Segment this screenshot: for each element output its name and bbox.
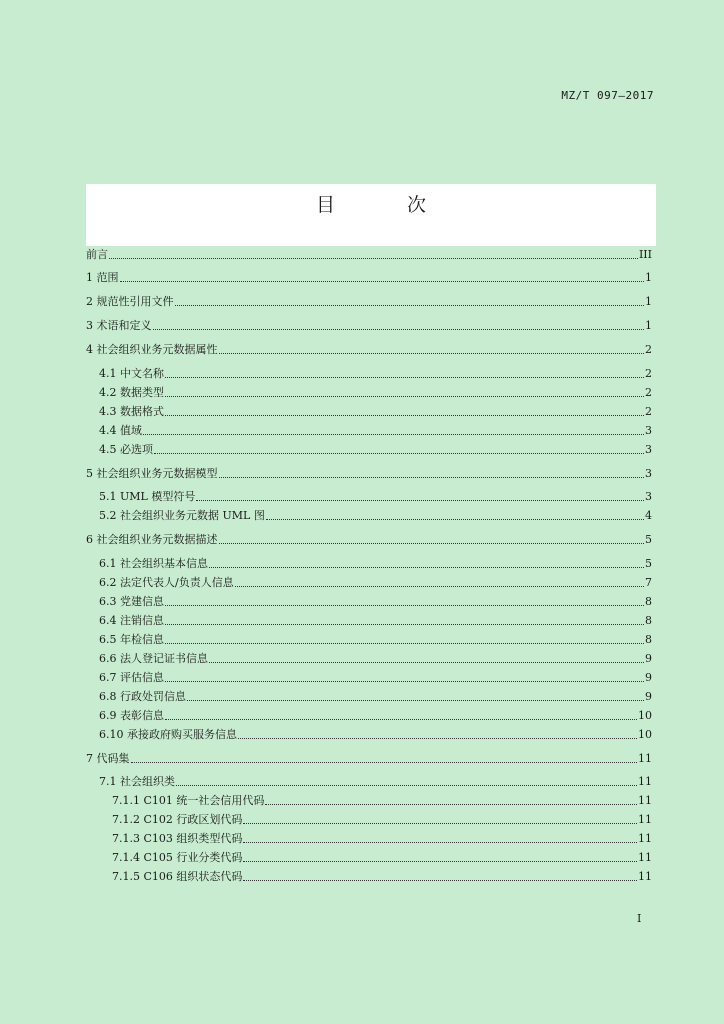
toc-entry-label: 值域 (120, 424, 142, 437)
toc-leader-dots (243, 841, 637, 843)
toc-entry-label: 代码集 (96, 752, 130, 765)
toc-entry-page: 10 (638, 709, 652, 722)
toc-leader-dots (109, 257, 638, 259)
toc-entry-label: C103 组织类型代码 (143, 832, 243, 845)
toc-leader-dots (219, 352, 645, 354)
toc-leader-dots (165, 414, 644, 416)
toc-entry-label: 法人登记证书信息 (120, 652, 208, 665)
toc-entry-page: 2 (645, 343, 652, 356)
toc-entry-page: 8 (645, 633, 652, 646)
toc-entry-number: 7.1.5 (112, 870, 144, 883)
toc-entry-page: 8 (645, 595, 652, 608)
toc-entry-number: 6 (86, 533, 97, 546)
toc-entry-label: 数据类型 (120, 386, 164, 399)
toc-entry-number: 4.4 (99, 424, 120, 437)
toc-entry-label: C105 行业分类代码 (143, 851, 243, 864)
toc-entry[interactable] (86, 406, 652, 418)
toc-leader-dots (219, 476, 645, 478)
toc-entry-page: 2 (645, 405, 652, 418)
toc-entry-number: 5.1 (99, 490, 120, 503)
toc-entry-label: 承接政府购买服务信息 (127, 728, 237, 741)
toc-entry-page: 11 (638, 775, 652, 788)
toc-entry-label: 社会组织基本信息 (120, 557, 208, 570)
toc-entry-page: 7 (645, 576, 652, 589)
toc-leader-dots (153, 328, 645, 330)
toc-leader-dots (165, 680, 644, 682)
toc-leader-dots (131, 761, 638, 763)
toc-entry-page: 3 (645, 467, 652, 480)
toc-entry[interactable] (86, 634, 652, 646)
toc-entry-number: 6.3 (99, 595, 120, 608)
toc-entry[interactable] (86, 672, 652, 684)
toc-entry-label: 行政处罚信息 (120, 690, 186, 703)
toc-entry-number: 7.1.2 (112, 813, 144, 826)
toc-entry-number: 6.1 (99, 557, 120, 570)
toc-entry[interactable] (86, 596, 652, 608)
toc-entry-page: 11 (638, 851, 652, 864)
toc-entry-number: 6.10 (99, 728, 127, 741)
toc-entry-page: 1 (645, 319, 652, 332)
toc-entry-number: 5 (86, 467, 97, 480)
toc-entry-label: 年检信息 (120, 633, 164, 646)
toc-entry-number: 4.2 (99, 386, 120, 399)
toc-leader-dots (154, 452, 644, 454)
toc-leader-dots (265, 803, 637, 805)
toc-entry-label: 数据格式 (120, 405, 164, 418)
toc-entry-page: III (638, 248, 652, 261)
toc-entry-page: 8 (645, 614, 652, 627)
toc-entry[interactable] (86, 296, 652, 308)
toc-entry-page: 5 (645, 533, 652, 546)
toc-entry-page: 5 (645, 557, 652, 570)
toc-entry-label: 规范性引用文件 (96, 295, 174, 308)
toc-entry-label: 社会组织业务元数据属性 (96, 343, 218, 356)
toc-entry-label: 表彰信息 (120, 709, 164, 722)
toc-entry-label: C102 行政区划代码 (143, 813, 243, 826)
toc-entry-page: 11 (638, 870, 652, 883)
toc-leader-dots (165, 395, 644, 397)
toc-entry-page: 9 (645, 671, 652, 684)
toc-entry-label: 评估信息 (120, 671, 164, 684)
toc-leader-dots (165, 604, 644, 606)
toc-entry[interactable] (86, 534, 652, 546)
toc-leader-dots (243, 860, 637, 862)
toc-entry-page: 3 (645, 443, 652, 456)
toc-leader-dots (243, 879, 637, 881)
toc-entry-number: 7.1.4 (112, 851, 144, 864)
toc-entry[interactable] (86, 852, 652, 864)
toc-entry-page: 1 (645, 271, 652, 284)
toc-entry[interactable] (86, 710, 652, 722)
toc-leader-dots (209, 566, 644, 568)
toc-entry-number: 7.1 (99, 775, 120, 788)
toc-entry-number: 6.2 (99, 576, 120, 589)
toc-entry-page: 11 (638, 752, 652, 765)
toc-entry[interactable] (86, 577, 652, 589)
toc-entry-label: 范围 (96, 271, 119, 284)
toc-entry-number: 4.3 (99, 405, 120, 418)
toc-entry-page: 9 (645, 690, 652, 703)
toc-leader-dots (219, 542, 645, 544)
toc-leader-dots (175, 304, 645, 306)
toc-entry-number: 6.6 (99, 652, 120, 665)
toc-leader-dots (165, 642, 644, 644)
toc-entry-number: 3 (86, 319, 97, 332)
toc-entry[interactable] (86, 249, 652, 261)
toc-entry[interactable] (86, 425, 652, 437)
toc-entry-page: 11 (638, 794, 652, 807)
footer-page-number: I (637, 912, 642, 925)
document-code: MZ/T 097—2017 (561, 89, 654, 102)
toc-entry-number: 6.5 (99, 633, 120, 646)
toc-entry-label: C101 统一社会信用代码 (143, 794, 265, 807)
toc-entry-number: 6.8 (99, 690, 120, 703)
toc-entry[interactable] (86, 753, 652, 765)
toc-leader-dots (165, 376, 644, 378)
toc-entry-number: 5.2 (99, 509, 120, 522)
toc-entry[interactable] (86, 272, 652, 284)
toc-entry-label: 党建信息 (120, 595, 164, 608)
toc-entry-label: 中文名称 (120, 367, 164, 380)
toc-entry-number: 2 (86, 295, 97, 308)
toc-entry-label: 社会组织业务元数据描述 (96, 533, 218, 546)
toc-entry-page: 11 (638, 813, 652, 826)
toc-leader-dots (238, 737, 637, 739)
toc-entry[interactable] (86, 510, 652, 522)
toc-entry-label: C106 组织状态代码 (143, 870, 243, 883)
toc-entry[interactable] (86, 691, 652, 703)
toc-entry[interactable] (86, 776, 652, 788)
toc-entry-label: 社会组织业务元数据模型 (96, 467, 218, 480)
toc-entry-page: 2 (645, 367, 652, 380)
page-title: 目 次 (315, 194, 460, 216)
toc-entry-number: 1 (86, 271, 97, 284)
toc-entry[interactable] (86, 320, 652, 332)
toc-entry[interactable] (86, 368, 652, 380)
toc-entry-number: 4.1 (99, 367, 120, 380)
toc-entry-page: 4 (645, 509, 652, 522)
toc-entry-label: UML 模型符号 (120, 490, 196, 503)
toc-entry-number: 6.7 (99, 671, 120, 684)
toc-leader-dots (165, 623, 644, 625)
toc-entry-label: 社会组织类 (120, 775, 175, 788)
toc-entry[interactable] (86, 795, 652, 807)
toc-entry-page: 2 (645, 386, 652, 399)
toc-entry-page: 9 (645, 652, 652, 665)
toc-entry-number: 7 (86, 752, 97, 765)
title-box (86, 184, 656, 246)
toc-entry[interactable] (86, 468, 652, 480)
toc-entry[interactable] (86, 344, 652, 356)
toc-entry-number: 4.5 (99, 443, 120, 456)
toc-entry[interactable] (86, 558, 652, 570)
toc-entry-label: 社会组织业务元数据 UML 图 (120, 509, 265, 522)
toc-entry-number: 7.1.3 (112, 832, 144, 845)
toc-leader-dots (196, 499, 644, 501)
toc-leader-dots (143, 433, 644, 435)
toc-leader-dots (235, 585, 644, 587)
toc-entry-label: 必选项 (120, 443, 153, 456)
toc-leader-dots (187, 699, 644, 701)
toc-entry[interactable] (86, 833, 652, 845)
toc-entry[interactable] (86, 653, 652, 665)
toc-entry-label: 法定代表人/负责人信息 (120, 576, 234, 589)
toc-entry[interactable] (86, 729, 652, 741)
toc-entry[interactable] (86, 615, 652, 627)
toc-entry-page: 1 (645, 295, 652, 308)
toc-leader-dots (165, 718, 637, 720)
toc-leader-dots (243, 822, 637, 824)
toc-entry[interactable] (86, 387, 652, 399)
toc-leader-dots (120, 280, 645, 282)
toc-leader-dots (176, 784, 637, 786)
toc-entry[interactable] (86, 871, 652, 883)
toc-entry-number: 7.1.1 (112, 794, 144, 807)
toc-entry-page: 10 (638, 728, 652, 741)
toc-entry[interactable] (86, 814, 652, 826)
toc-entry-label: 前言 (86, 248, 108, 261)
toc-entry-number: 6.4 (99, 614, 120, 627)
toc-entry[interactable] (86, 491, 652, 503)
toc-entry-page: 3 (645, 490, 652, 503)
toc-leader-dots (209, 661, 644, 663)
toc-entry-page: 11 (638, 832, 652, 845)
toc-entry-label: 术语和定义 (96, 319, 152, 332)
toc-entry-page: 3 (645, 424, 652, 437)
toc-entry-label: 注销信息 (120, 614, 164, 627)
toc-entry[interactable] (86, 444, 652, 456)
toc-entry-number: 6.9 (99, 709, 120, 722)
toc-leader-dots (266, 518, 644, 520)
toc-entry-number: 4 (86, 343, 97, 356)
